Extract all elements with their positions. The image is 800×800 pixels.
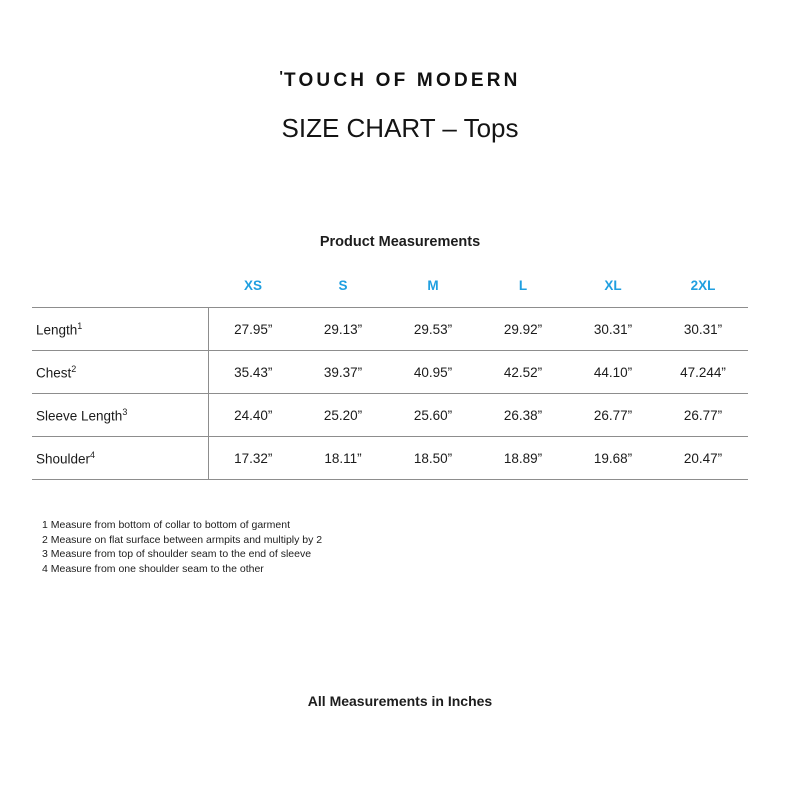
page-title: SIZE CHART – Tops — [281, 113, 519, 143]
cell-sleeve-length-l: 26.38” — [478, 394, 568, 437]
column-header-m: M — [427, 278, 439, 293]
row-label-shoulder-marker: 4 — [90, 449, 96, 460]
cell-length-xs: 27.95” — [208, 308, 298, 351]
row-label-length-text: Length — [36, 322, 78, 338]
cell-sleeve-length-xl: 26.77” — [568, 394, 658, 437]
cell-sleeve-length-2xl: 26.77” — [658, 394, 748, 437]
cell-length-s: 29.13” — [298, 308, 388, 351]
cell-chest-l: 42.52” — [478, 351, 568, 394]
row-label-sleeve-length — [32, 394, 208, 437]
row-label-chest-marker: 2 — [71, 363, 77, 374]
table-row — [32, 308, 748, 351]
table-row — [32, 437, 748, 480]
row-label-shoulder-text: Shoulder — [36, 451, 91, 467]
cell-chest-2xl: 47.244” — [658, 351, 748, 394]
row-label-chest — [32, 351, 208, 394]
cell-length-l: 29.92” — [478, 308, 568, 351]
column-header-2xl: 2XL — [690, 278, 716, 293]
footnote-4: 4 Measure from one shoulder seam to the other — [42, 562, 264, 575]
cell-shoulder-xs: 17.32” — [208, 437, 298, 480]
row-label-shoulder — [32, 437, 208, 480]
footnotes — [42, 518, 322, 576]
cell-chest-s: 39.37” — [298, 351, 388, 394]
table-header-row — [32, 278, 748, 308]
cell-sleeve-length-m: 25.60” — [388, 394, 478, 437]
row-label-chest-text: Chest — [36, 365, 72, 381]
cell-chest-m: 40.95” — [388, 351, 478, 394]
row-label-sleeve-length-text: Sleeve Length — [36, 408, 123, 424]
size-table — [32, 278, 748, 480]
row-label-length — [32, 308, 208, 351]
footer-note: All Measurements in Inches — [307, 693, 493, 709]
cell-chest-xl: 44.10” — [568, 351, 658, 394]
brand-tick-mark: ' — [279, 68, 283, 85]
column-header-s: S — [338, 278, 348, 293]
cell-sleeve-length-xs: 24.40” — [208, 394, 298, 437]
size-table-container — [32, 278, 748, 480]
column-header-xs: XS — [243, 278, 262, 293]
size-table-head — [32, 278, 748, 308]
brand-logo — [0, 70, 800, 92]
column-header-measurement — [32, 278, 208, 308]
footnote-2: 2 Measure on flat surface between armpits and multiply by 2 — [42, 533, 323, 546]
section-label-product-measurements: Product Measurements — [319, 234, 481, 250]
cell-chest-xs: 35.43” — [208, 351, 298, 394]
brand-name: TOUCH OF MODERN — [283, 70, 521, 91]
cell-length-m: 29.53” — [388, 308, 478, 351]
cell-length-2xl: 30.31” — [658, 308, 748, 351]
column-header-l: L — [518, 278, 528, 293]
row-label-sleeve-length-marker: 3 — [122, 406, 128, 417]
size-table-body — [32, 308, 748, 480]
cell-sleeve-length-s: 25.20” — [298, 394, 388, 437]
cell-shoulder-xl: 19.68” — [568, 437, 658, 480]
table-row — [32, 351, 748, 394]
column-header-xl: XL — [604, 278, 622, 293]
cell-shoulder-m: 18.50” — [388, 437, 478, 480]
footnote-1: 1 Measure from bottom of collar to bottom of garment — [42, 519, 291, 531]
cell-length-xl: 30.31” — [568, 308, 658, 351]
footnote-3: 3 Measure from top of shoulder seam to the end of sleeve — [42, 548, 312, 560]
cell-shoulder-l: 18.89” — [478, 437, 568, 480]
cell-shoulder-s: 18.11” — [298, 437, 388, 480]
row-label-length-marker: 1 — [77, 320, 83, 331]
cell-shoulder-2xl: 20.47” — [658, 437, 748, 480]
table-row — [32, 394, 748, 437]
